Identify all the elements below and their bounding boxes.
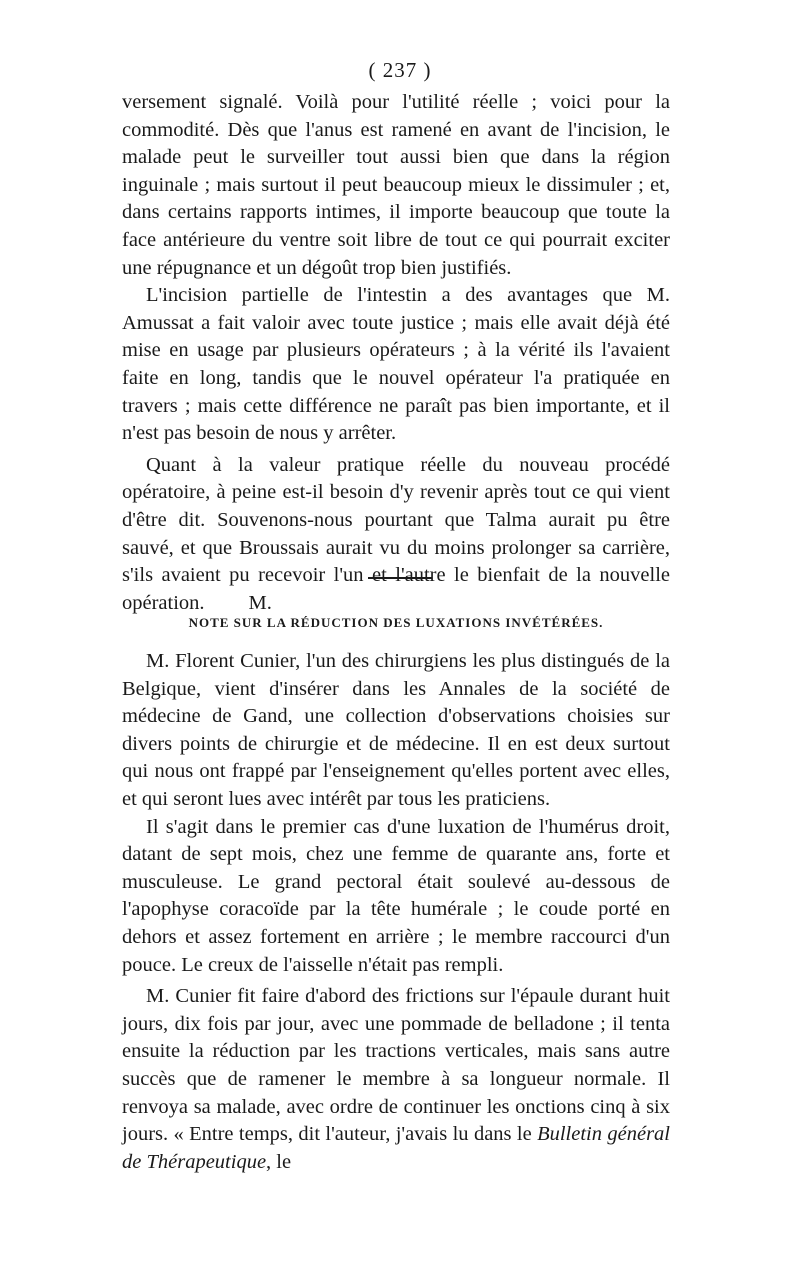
section-divider	[368, 577, 432, 579]
paragraph: Il s'agit dans le premier cas d'une luxation de l'humérus droit, datant de sept mois, chez une femme de quarante ans, forte et musculeuse. Le grand pectoral était soulevé au-dessous de l'apophyse coracoïde par la tête humérale ; le coude porté en dehors et assez fortement en arrière ; le membre raccourci d'un pouce. Le creux de l'aisselle n'était pas rempli.	[122, 815, 670, 976]
paragraph	[122, 983, 670, 1176]
paragraph: versement signalé. Voilà pour l'utilité réelle ; voici pour la commodité. Dès que l'anus est ramené en avant de l'incision, le malade peut le surveiller tout aussi bien que dans la région inguinale ; mais surtout il peut beaucoup mieux le dissimuler ; et, dans certains rapports intimes, il importe beaucoup que toute la face antérieure du ventre soit libre de tout ce qui pourrait exciter une répugnance et un dégoût trop bien justifiés.	[122, 91, 670, 279]
article-body	[122, 648, 670, 1176]
journal-title: Bulletin général de Thérapeutique	[122, 1123, 671, 1173]
page-number: ( 237 )	[368, 58, 432, 82]
article-continuation	[122, 89, 670, 617]
paragraph-text-end: , le	[266, 1150, 292, 1173]
paragraph	[122, 452, 670, 618]
paragraph-text: Quant à la valeur pratique réelle du nouveau procédé opératoire, à peine est-il besoin d'y revenir après tout ce qui vient d'être dit. Souvenons-nous pourtant que Talma aurait pu être sauvé, et que Broussais aurait vu du moins prolonger sa carrière, s'ils avaient pu recevoir l'un et l'autre le bienfait de la nouvelle opération.	[122, 453, 670, 614]
author-signature: M.	[248, 591, 272, 614]
paragraph: L'incision partielle de l'intestin a des avantages que M. Amussat a fait valoir avec toute justice ; mais elle avait déjà été mise en usage par plusieurs opérateurs ; à la vérité ils l'avaient faite en long, tandis que le nouvel opérateur l'a pratiquée en travers ; mais cette différence ne paraît pas bien importante, et il n'est pas besoin de nous y arrêter.	[122, 284, 670, 445]
paragraph-text: M. Cunier fit faire d'abord des frictions sur l'épaule durant huit jours, dix fois par jour, avec une pommade de belladone ; il tenta ensuite la réduction par les tractions verticales, mais sans autre succès que de ramener le membre à sa longueur normale. Il renvoya sa malade, avec ordre de continuer les onctions cinq à six jours. « Entre temps, dit l'auteur, j'avais lu dans le	[122, 985, 670, 1146]
paragraph: M. Florent Cunier, l'un des chirurgiens les plus distingués de la Belgique, vient d'insérer dans les Annales de la société de médecine de Gand, une collection d'observations choisies sur divers points de chirurgie et de médecine. Il en est deux surtout qui nous ont frappé par l'enseignement qu'elles portent avec elles, et qui seront lues avec intérêt par tous les praticiens.	[122, 650, 670, 810]
section-heading: NOTE SUR LA RÉDUCTION DES LUXATIONS INVÉTÉRÉES.	[188, 615, 604, 630]
